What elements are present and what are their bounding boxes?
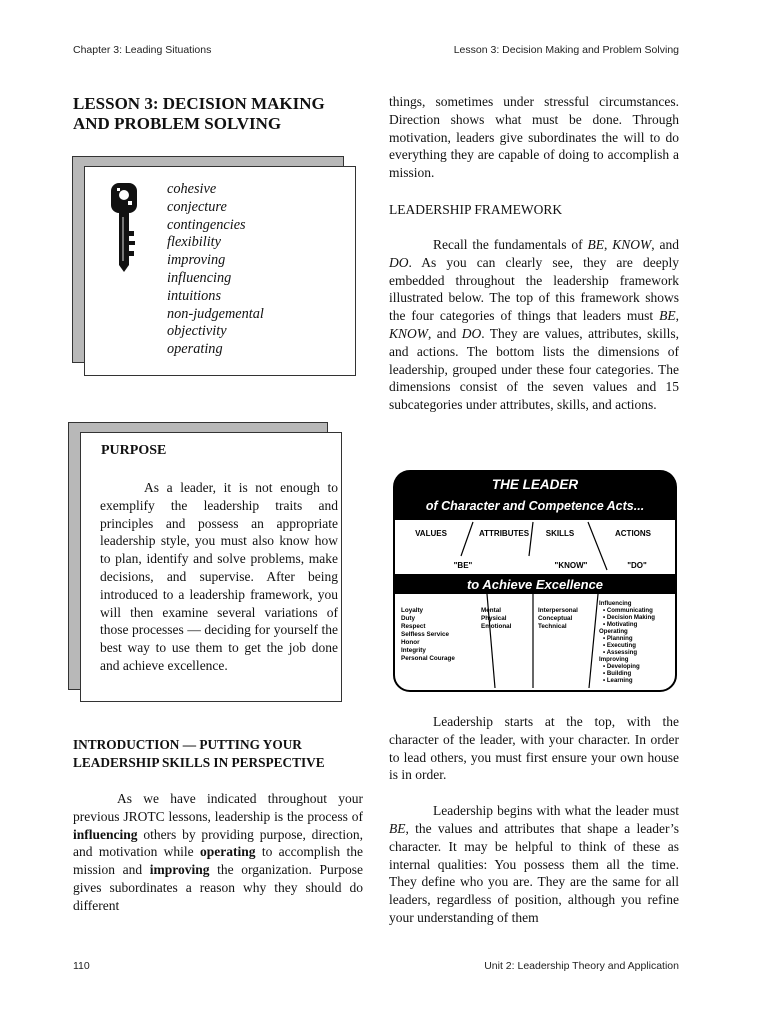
bold-term-operating: operating bbox=[200, 844, 256, 860]
leadership-framework-diagram bbox=[393, 470, 677, 692]
label-know: "KNOW" bbox=[554, 561, 588, 570]
value-item: Duty bbox=[401, 615, 415, 622]
action-item: Influencing bbox=[599, 600, 632, 607]
page-number: 110 bbox=[73, 960, 90, 972]
label-be: "BE" bbox=[453, 561, 473, 570]
introduction-paragraph bbox=[73, 790, 363, 915]
vocab-term: influencing bbox=[167, 269, 232, 286]
text-run: , bbox=[603, 236, 613, 252]
vocab-term: cohesive bbox=[167, 181, 217, 197]
category-actions: ACTIONS bbox=[615, 529, 651, 538]
italic-know: KNOW bbox=[612, 236, 652, 252]
category-skills: SKILLS bbox=[545, 529, 575, 538]
action-item: • Learning bbox=[603, 677, 633, 684]
value-item: Integrity bbox=[401, 647, 426, 654]
lesson-title-line2: AND PROBLEM SOLVING bbox=[73, 114, 282, 133]
vocab-term: intuitions bbox=[167, 287, 222, 304]
category-values: VALUES bbox=[415, 529, 447, 538]
text-run: As we have indicated throughout your previous JROTC lessons, leadership is the process of bbox=[73, 791, 363, 824]
value-item: Selfless Service bbox=[401, 631, 449, 638]
vocab-term: improving bbox=[167, 252, 226, 269]
skill-item: Technical bbox=[538, 623, 567, 630]
action-item: • Developing bbox=[603, 663, 640, 670]
label-do: "DO" bbox=[627, 561, 647, 570]
italic-know: KNOW bbox=[389, 325, 429, 341]
value-item: Honor bbox=[401, 639, 420, 646]
vocab-term: conjecture bbox=[167, 198, 227, 215]
running-footer-unit: Unit 2: Leadership Theory and Application bbox=[484, 960, 679, 972]
running-header-chapter: Chapter 3: Leading Situations bbox=[73, 44, 212, 56]
text-run: , the values and attributes that shape a leader’s character. It may be helpful to think of these as internal qualities: You possess them all the time. They define who you are. They are the same for all leaders, regardless of position, although you refine your understanding of them bbox=[389, 820, 679, 925]
value-item: Loyalty bbox=[401, 607, 424, 614]
action-item: Improving bbox=[599, 656, 629, 663]
vocab-term: non-judgemental bbox=[167, 305, 264, 322]
text-run: to accomplish the mission and bbox=[73, 844, 363, 878]
lesson-title-line1: LESSON 3: DECISION MAKING bbox=[73, 94, 325, 113]
right-column-top bbox=[389, 93, 679, 414]
text-run: the organization. Purpose gives subordinates a reason why they should do different bbox=[73, 862, 363, 913]
text-run: others by providing purpose, direction, and motivation while bbox=[73, 826, 363, 860]
action-item: Operating bbox=[599, 628, 628, 635]
introduction-heading-line2: LEADERSHIP SKILLS IN PERSPECTIVE bbox=[73, 754, 325, 770]
attribute-item: Physical bbox=[481, 615, 507, 622]
vocab-term: operating bbox=[167, 341, 223, 358]
vocab-term: contingencies bbox=[167, 216, 246, 233]
action-item: • Motivating bbox=[603, 621, 638, 628]
text-run: , and bbox=[651, 236, 679, 252]
text-run: , and bbox=[428, 325, 462, 341]
bold-term-influencing: influencing bbox=[73, 826, 138, 842]
text-run: Recall the fundamentals of bbox=[433, 236, 588, 252]
action-item: • Building bbox=[603, 670, 632, 677]
italic-be: BE bbox=[389, 820, 406, 836]
closing-paragraph-1: Leadership starts at the top, with the character of the leader, with your character. In order to lead others, you must first ensure your own house is in order. bbox=[389, 714, 679, 783]
right-column-bottom bbox=[389, 713, 679, 927]
attribute-item: Mental bbox=[481, 607, 501, 614]
purpose-box bbox=[80, 432, 342, 702]
italic-be: BE bbox=[587, 236, 604, 252]
running-header-lesson: Lesson 3: Decision Making and Problem Solving bbox=[453, 44, 679, 56]
italic-be: BE bbox=[659, 308, 676, 324]
attribute-item: Emotional bbox=[481, 623, 512, 630]
introduction-continued: things, sometimes under stressful circumstances. Direction shows what must be done. Through motivation, leaders give subordinates the will to do everything they are capable of doing to accomplish a mission. bbox=[389, 94, 679, 181]
diagram-subtitle: of Character and Competence Acts... bbox=[425, 499, 645, 513]
value-item: Respect bbox=[401, 623, 426, 630]
value-item: Personal Courage bbox=[401, 655, 455, 662]
text-run: Leadership begins with what the leader must bbox=[433, 803, 679, 819]
diagram-title: THE LEADER bbox=[491, 477, 579, 492]
skill-item: Interpersonal bbox=[538, 607, 578, 614]
vocabulary-list bbox=[167, 181, 264, 359]
text-run: . They are values, attributes, skills, and actions. The bottom lists the dimensions of leadership, grouped under these four categories. The dimensions consist of the seven values and 15 subcategories under attributes, skills, and actions. bbox=[389, 325, 679, 413]
action-item: • Executing bbox=[603, 642, 636, 649]
text-run: , bbox=[675, 308, 679, 324]
purpose-text: As a leader, it is not enough to exemplify the leadership traits and principles and possess an appropriate leadership style, you must also know how to plan, identify and solve problems, make decisions, and supervise. After being introduced to a leadership framework, you will then examine several variations of those processes — deciding for yourself the best way to use them to get the job done and achieve excellence. bbox=[100, 480, 338, 673]
introduction-heading bbox=[73, 736, 363, 771]
action-item: • Planning bbox=[603, 635, 633, 642]
italic-do: DO bbox=[461, 325, 482, 341]
action-item: • Decision Making bbox=[603, 614, 655, 621]
skill-item: Conceptual bbox=[538, 615, 573, 622]
vocab-term: flexibility bbox=[167, 234, 221, 251]
category-attributes: ATTRIBUTES bbox=[478, 529, 530, 538]
introduction-section bbox=[73, 736, 363, 915]
lesson-title bbox=[73, 94, 363, 134]
introduction-heading-line1: INTRODUCTION — PUTTING YOUR bbox=[73, 737, 302, 752]
bold-term-improving: improving bbox=[149, 862, 210, 878]
text-run: . As you can clearly see, they are deeply embedded throughout the leadership framework illustrated below. The top of this framework shows the four categories of things that leaders must bbox=[389, 254, 679, 324]
key-icon bbox=[109, 181, 139, 273]
purpose-heading: PURPOSE bbox=[101, 443, 167, 458]
action-item: • Communicating bbox=[603, 607, 653, 614]
closing-paragraph-2 bbox=[389, 802, 679, 927]
vocab-term: objectivity bbox=[167, 323, 227, 340]
framework-heading: LEADERSHIP FRAMEWORK bbox=[389, 201, 563, 217]
vocabulary-box bbox=[84, 166, 356, 376]
action-item: • Assessing bbox=[603, 649, 638, 656]
framework-paragraph bbox=[389, 236, 679, 414]
diagram-banner: to Achieve Excellence bbox=[466, 577, 604, 592]
italic-do: DO bbox=[389, 254, 409, 270]
